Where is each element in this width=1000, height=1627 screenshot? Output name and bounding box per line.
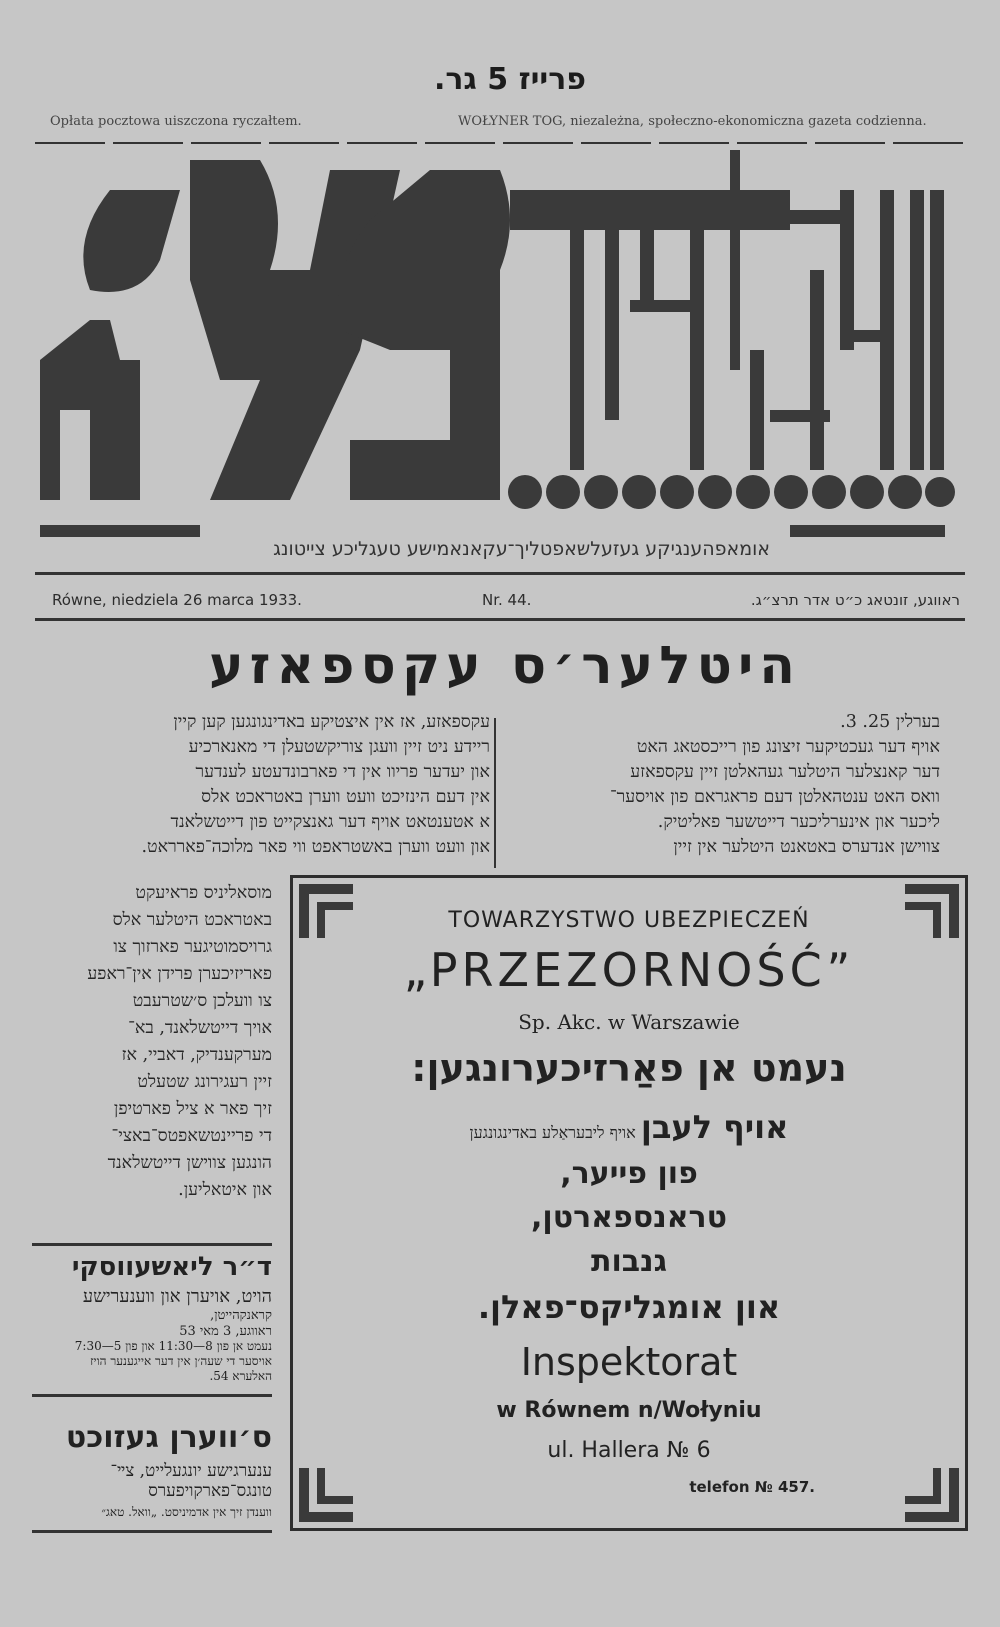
ad-brand-name: „PRZEZORNOŚĆ” xyxy=(403,943,855,997)
ad-city: w Równem n/Wołyniu xyxy=(496,1398,762,1423)
article-left-narrow xyxy=(32,880,272,1204)
corner-ornament-icon xyxy=(299,1468,353,1522)
ad-transport: טראנספארטן, xyxy=(531,1200,727,1235)
article-line: צווישן אנדערס באטאנט היטלער אין זיין xyxy=(673,837,940,857)
article-line: וואס האט ענטהאלטן דעם פראגראם פון אויסער־ xyxy=(609,787,940,807)
article-line: מוסאליניס פראיעקט xyxy=(135,883,272,903)
article-line: ריידע ניט זיין וועגן צוריקשטעלן די מאנארכיע xyxy=(188,737,490,757)
help-wanted-ad xyxy=(32,1420,272,1533)
ad-theft: גנבות xyxy=(590,1244,668,1279)
ad-life: אויף לעבן xyxy=(640,1108,789,1146)
dateline-rule xyxy=(35,618,965,621)
article-line: און וועט ווערן באשטראפט ווי פאר מלוכה־פארראט. xyxy=(141,837,490,857)
paper-description: WOŁYNER TOG, niezależna, społeczno-ekonomiczna gazeta codzienna. xyxy=(458,114,927,129)
article-line: צו וועלכן ס׳שטרעבט xyxy=(132,991,272,1011)
postal-note: Opłata pocztowa uiszczona ryczałtem. xyxy=(50,114,302,129)
doctor-ad-rule xyxy=(32,1243,272,1246)
article-line: און יעדער פריוו אין די פארבונדעטע לענדער xyxy=(195,762,490,782)
article-line: ליכער און אינערליכער דייטשער פאליטיק. xyxy=(657,812,940,832)
ad-accepts: נעמט אן פאַרזיכערונגען: xyxy=(411,1046,847,1090)
article-line: דער קאנצלער היטלער געהאלטן זיין עקספאזע xyxy=(630,762,940,782)
top-rule xyxy=(35,142,965,144)
doctor-note: אויסער די שעה׳ן אין דער אייגענער הויז xyxy=(90,1354,272,1368)
article-line: בערלין 25. 3. xyxy=(840,712,940,732)
article-line: אויך דייטשלאנד, בא־ xyxy=(128,1018,272,1038)
article-line: גרויסמוטיגער פארזוך צו xyxy=(113,937,272,957)
help-wanted-line3: ווענדן זיך אין אדמיניסט. „וואל. טאג״ xyxy=(101,1505,272,1519)
article-line: א אטענטאט אויף דער גאנצקייט פון דייטשלאנד xyxy=(170,812,490,832)
article-line: באטראכט היטלער אלס xyxy=(112,910,272,930)
article-line: מערקענדיק, דאביי, אז xyxy=(121,1045,272,1065)
article-line: די פריינטשאפטס־באצי־ xyxy=(111,1126,272,1146)
issue-number: Nr. 44. xyxy=(482,591,532,609)
ad-street: ul. Hallera № 6 xyxy=(547,1438,711,1463)
help-wanted-line1: ענערגישע יונגעלייט, צײ־ xyxy=(110,1461,272,1481)
insurance-ad xyxy=(290,875,968,1531)
doctor-hours: נעמט אן פון 8—11:30 און פון 5—7:30 xyxy=(74,1339,272,1353)
article-line: פאריזיכערן פרידן אין־ראפע xyxy=(87,964,272,984)
headline: היטלער׳ס עקספאזע xyxy=(208,636,802,696)
help-wanted-title: ס׳ווערן געזוכט xyxy=(65,1420,272,1455)
article-left-top xyxy=(30,710,490,860)
article-line: און איטאליען. xyxy=(178,1180,272,1200)
doctor-name: ד״ר ליאשעווסקי xyxy=(71,1252,272,1282)
masthead-rule xyxy=(35,572,965,575)
ad-fire: פון פייער, xyxy=(560,1156,698,1191)
article-line: זיין רעגירונג שטעלט xyxy=(137,1072,272,1092)
dateline-yiddish: ראווגע, זונטאג כ״ט אדר תרצ״ג. xyxy=(750,591,960,609)
ad-legal: Sp. Akc. w Warszawie xyxy=(518,1010,740,1034)
ad-life-conditions: אויף ליבעראַלע באדינגונגען xyxy=(469,1123,636,1142)
price-label: פרייז 5 גר. xyxy=(433,62,587,97)
masthead-subtitle: אומאפהענגיקע געזעלשאפטליך־עקאנאמישע טעגליכע צייטונג xyxy=(273,538,770,560)
ad-company: TOWARZYSTWO UBEZPIECZEŃ xyxy=(448,908,810,933)
ad-inspectorate: Inspektorat xyxy=(520,1340,738,1384)
doctor-ad xyxy=(32,1243,272,1397)
column-divider xyxy=(494,718,496,868)
dateline-polish: Równe, niedziela 26 marca 1933. xyxy=(52,591,302,609)
doctor-ad-bottom-rule xyxy=(32,1394,272,1397)
doctor-extra: קראנקהייטן, xyxy=(210,1308,272,1323)
masthead-logo xyxy=(30,150,980,540)
help-wanted-rule xyxy=(32,1530,272,1533)
ad-accident: און אומגליקס־פאלן. xyxy=(477,1288,781,1326)
article-line: הונגען צווישן דייטשלאנד xyxy=(107,1153,272,1173)
article-line: אויף דער געכטיקער זיצונג פון רייכסטאג האט xyxy=(636,737,940,757)
article-line: אין דעם הינזיכט וועט ווערן באטראכט אלס xyxy=(201,787,490,807)
ad-life-line xyxy=(293,1108,965,1146)
corner-ornament-icon xyxy=(905,1468,959,1522)
doctor-specialty: הויט, אויערן און ווענערישע xyxy=(82,1286,272,1307)
help-wanted-line2: טונגס־פארקויפערס xyxy=(148,1481,272,1501)
article-line: זיך פאר א ציל פארטיפן xyxy=(113,1099,272,1119)
ad-phone: telefon № 457. xyxy=(689,1478,815,1496)
article-right xyxy=(500,710,940,860)
doctor-street: האלערא 54. xyxy=(209,1369,272,1383)
doctor-address: ראווגע, 3 מאי 53 xyxy=(179,1324,272,1339)
article-line: עקספאזע, אז אין איצטיקע באדינגונגען קען קיין xyxy=(173,712,490,732)
